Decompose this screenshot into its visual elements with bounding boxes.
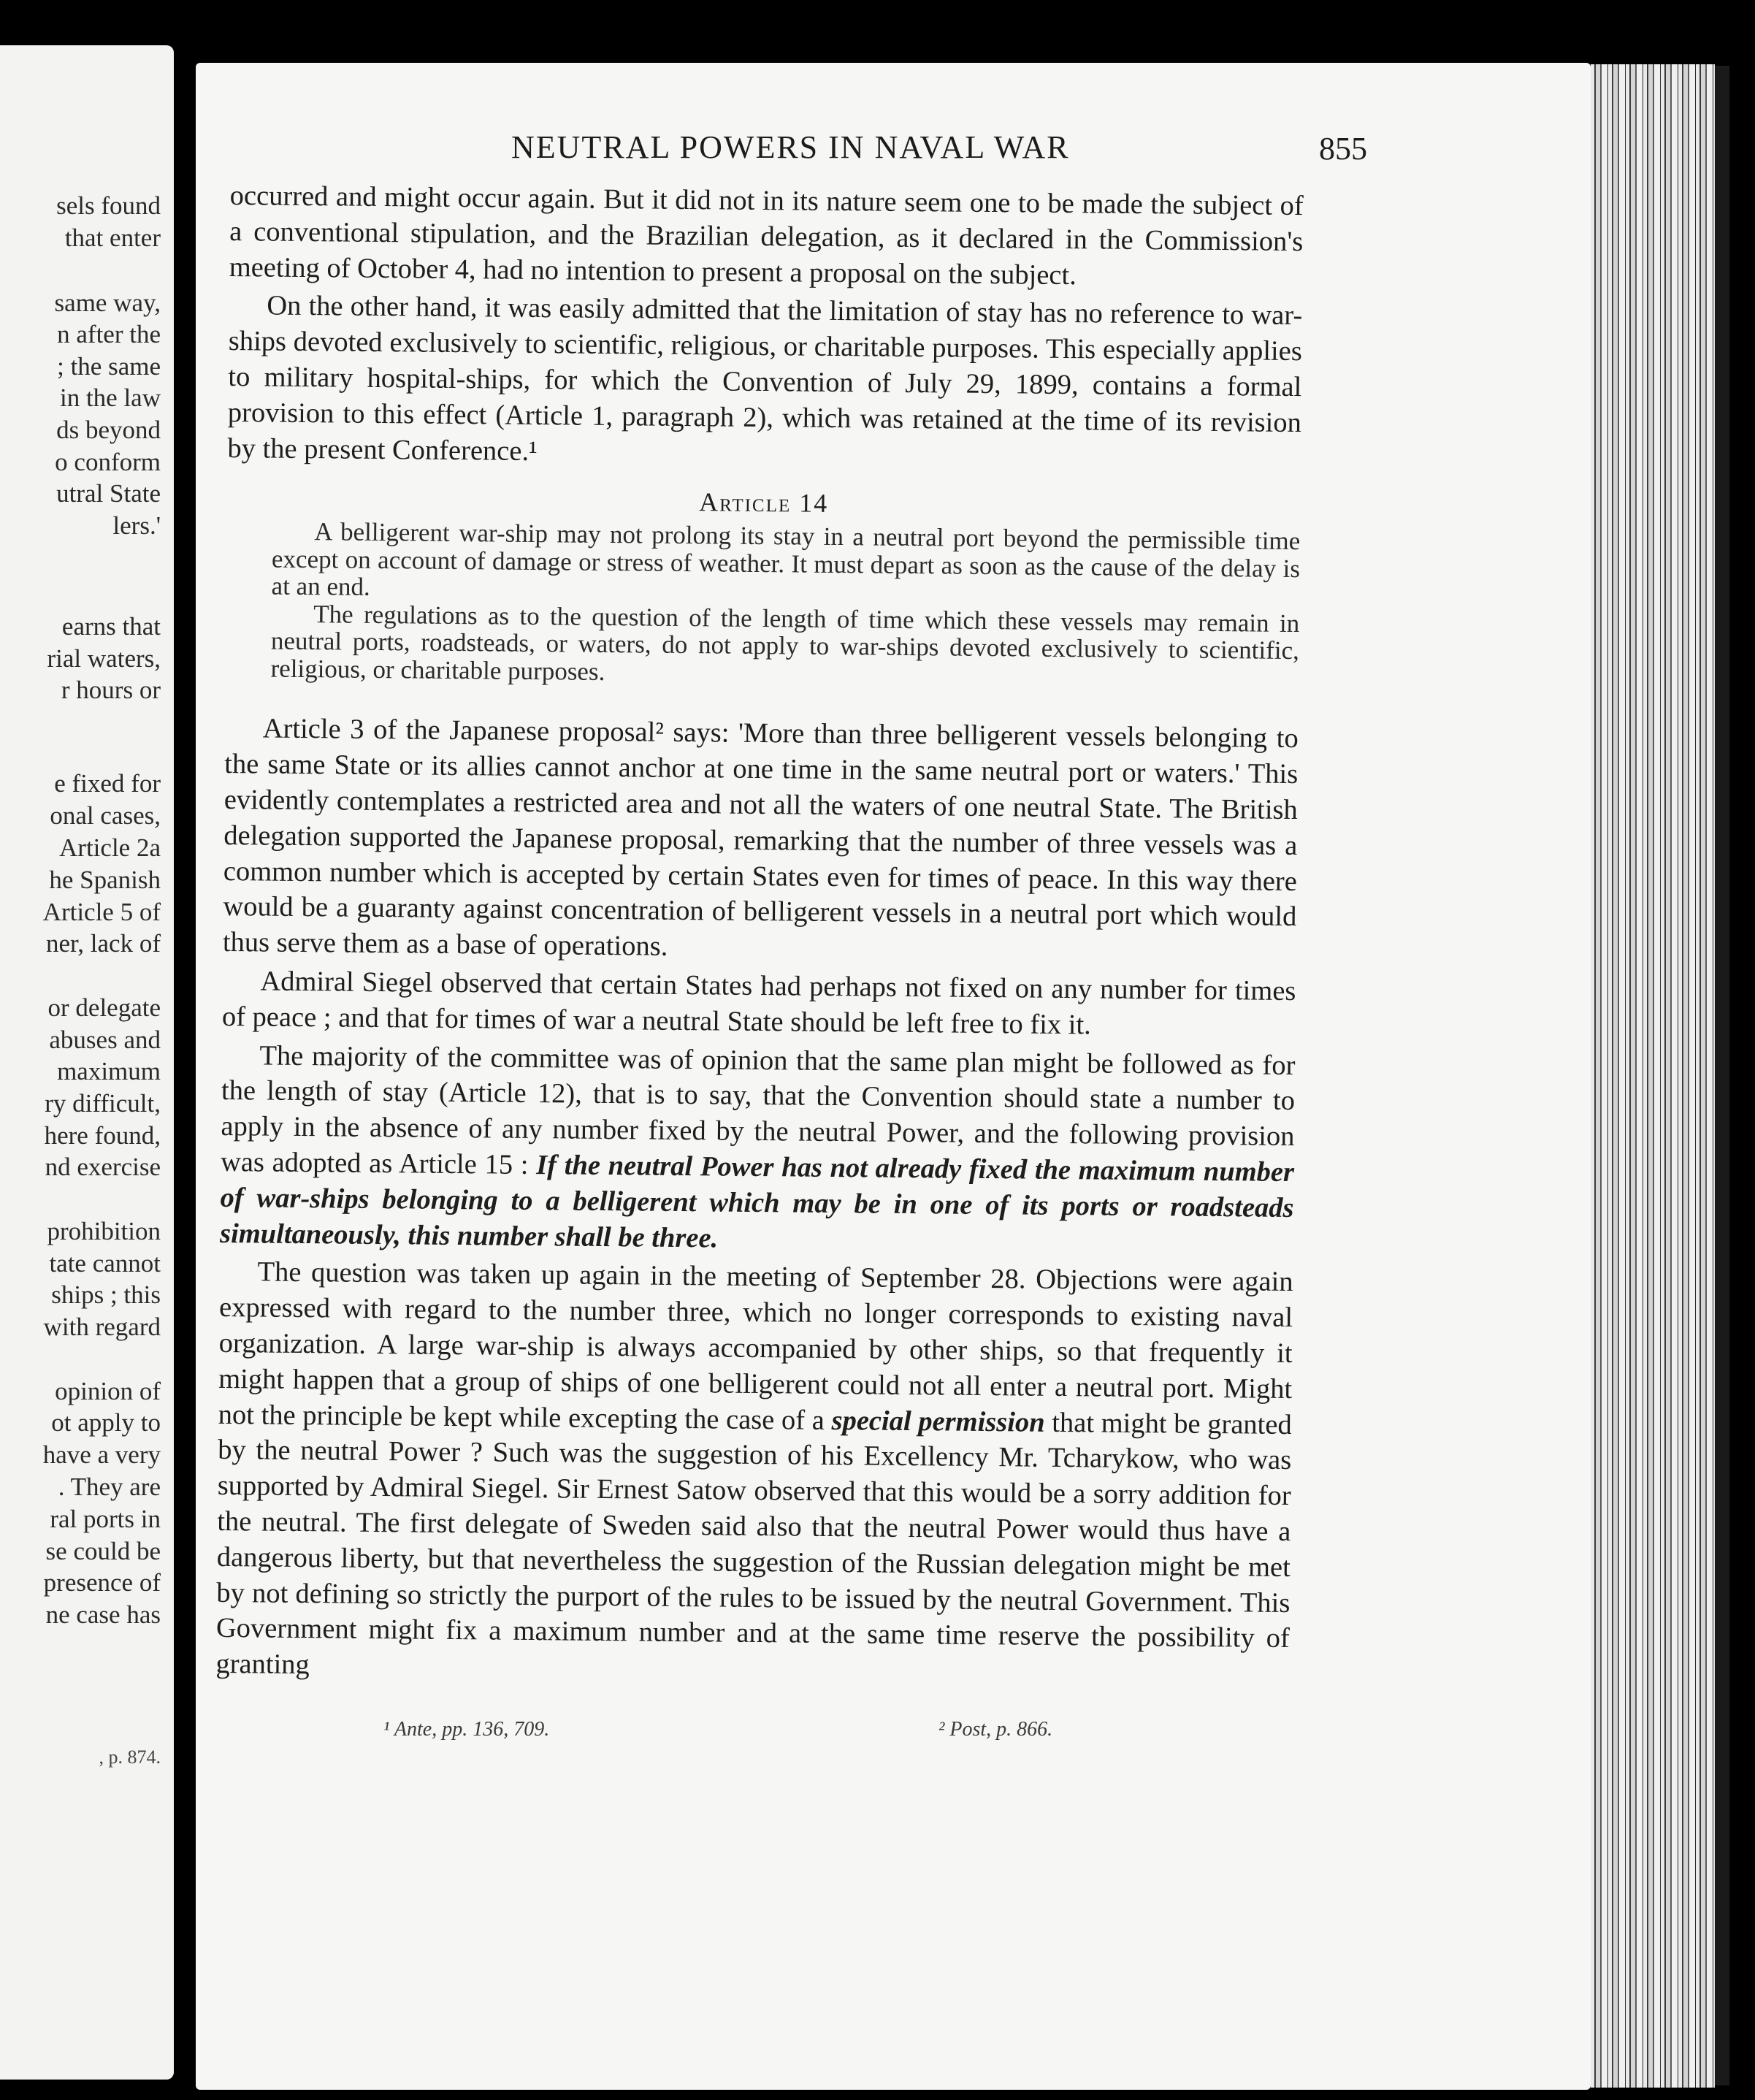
left-page-line: lers.' [112,511,161,540]
left-page-line: tate cannot [49,1249,161,1278]
left-page-line: earns that [61,612,161,641]
left-page-line: opinion of [55,1377,161,1405]
article-heading: Article 14 [699,487,829,519]
left-page-line: ot apply to [51,1408,161,1437]
left-page-line: ships ; this [51,1280,161,1309]
left-page-line: utral State [56,479,161,508]
left-page-line: he Spanish [49,866,161,894]
page-edges [1591,64,1715,2088]
left-page-line: Article 2a [59,833,161,862]
left-page-line: same way, [54,289,161,317]
left-page-line: ral ports in [50,1505,161,1533]
paragraph: On the other hand, it was easily admitted that the limitation of stay has no reference to war-ships devoted exclusively to scientific, religious, or charitable purposes. This especially applies to military hospital-ships, for which the Convention of July 29, 1899, contains a formal provision to this effect (Article 1, paragraph 2), which was retained at the time of its revision by the present Conference.¹ [227,290,1303,467]
left-page-line: with regard [43,1313,161,1341]
left-page-line: that enter [64,224,161,252]
left-page-line: ry difficult, [45,1089,161,1118]
paragraph: Admiral Siegel observed that certain States had perhaps not fixed on any number for times of peace ; and that for times of war a neutral State should be left free to fix it. [221,966,1296,1041]
left-page-line: rial waters, [47,644,161,673]
left-page-line: prohibition [47,1217,161,1245]
footnote-2: ² Post, p. 866. [938,1718,1053,1741]
left-page-line: nd exercise [45,1153,161,1181]
paragraph-text: that might be granted by the neutral Power ? Such was the suggestion of his Excellency Mr. Tcharykow, who was supported by Admiral Siegel. Sir Ernest Satow observed that this would be a sorry addition for the neutral. The first delegate of Sweden said also that the neutral Power would thus have a dangerous liberty, but that nevertheless the suggestion of the Russian delegation might be met by not defining so strictly the purport of the rules to be issued by the neutral Government. This Government might fix a maximum number and at the same time reserve the possibility of granting [215,1407,1292,1681]
left-page-line: o conform [55,448,161,476]
italic-term: special permission [831,1405,1045,1438]
book-edge-shadow [1715,66,1729,2085]
left-facing-page [0,45,174,2080]
paragraph-text: The majority of the committee was of opinion that the same plan might be followed as for the length of stay (Article 12), that is to say, that the Convention should state a number to apply in the absence of any number fixed by the neutral Power, and the following provision was adopted as Article 15 : [220,1039,1296,1181]
running-head: NEUTRAL POWERS IN NAVAL WAR [511,129,1070,165]
page-number: 855 [1319,131,1367,167]
paragraph-text: The question was taken up again in the meeting of September 28. Objections were again expressed with regard to the number three, which no longer corresponds to existing naval organization. A large war-ship is always accompanied by other ships, so that frequently it might happen that a group of ships of one belligerent could not all enter a neutral port. Might not the principle be kept while excepting the case of a [218,1256,1293,1436]
left-page-line: ds beyond [56,416,161,444]
paragraph [215,1254,1293,1692]
left-page-line: onal cases, [50,801,161,830]
left-page-line: Article 5 of [42,898,161,926]
left-page-line: ; the same [57,352,161,381]
left-page-line: e fixed for [54,769,161,798]
paragraph [220,1037,1296,1261]
left-page-line: or delegate [47,993,161,1022]
left-page-line: have a very [42,1440,161,1469]
left-page-line: ne case has [45,1600,161,1629]
paragraph-continued: occurred and might occur again. But it did not in its nature seem one to be made the subject of a conventional stipulation, and the Brazilian delegation, as it declared in the Commission's meeting of October 4, had no intention to present a proposal on the subject. [229,180,1304,291]
paragraph: Article 3 of the Japanese proposal² says: 'More than three belligerent vessels belonging to the same State or its allies cannot anchor at one time in the same neutral port or waters.' This evidently contemplates a restricted area and not all the waters of one neutral State. The British delegation supported the Japanese proposal, remarking that the number of three vessels was a common number which is accepted by certain States even for times of peace. In this way there would be a guaranty against concentration of belligerent vessels in a neutral port which would thus serve them as a base of operations. [222,713,1299,962]
left-page-line: in the law [59,383,161,412]
left-page-line: ner, lack of [46,929,161,958]
left-page-line: r hours or [61,676,161,704]
article-text: A belligerent war-ship may not prolong its stay in a neutral port beyond the permissible time except on account of damage or stress of weather. It must depart as soon as the cause of the delay is at an end. [271,517,1301,602]
left-page-line: sels found [56,191,161,220]
page-body [215,178,1304,1692]
italic-provision: If the neutral Power has not already fixed the maximum number of war-ships belonging to a belligerent which may be in one of its ports or roadsteads simultaneously, this number shall be three. [219,1150,1295,1254]
left-page-line: presence of [43,1568,161,1597]
page-header [314,129,1380,172]
left-page-line: se could be [45,1537,161,1565]
left-page-line: . They are [58,1473,161,1501]
footnote-1: ¹ Ante, pp. 136, 709. [383,1718,550,1741]
left-page-line: here found, [44,1121,161,1150]
article-text: The regulations as to the question of the length of time which these vessels may remain in neutral ports, roadsteads, or waters, do not apply to war-ships devoted exclusively to scientific, religious, or charitable purposes. [270,600,1300,686]
left-page-line: abuses and [49,1026,161,1054]
left-page-line: maximum [57,1057,161,1085]
left-page-line: n after the [57,320,161,348]
left-page-footnote: , p. 874. [99,1746,161,1768]
